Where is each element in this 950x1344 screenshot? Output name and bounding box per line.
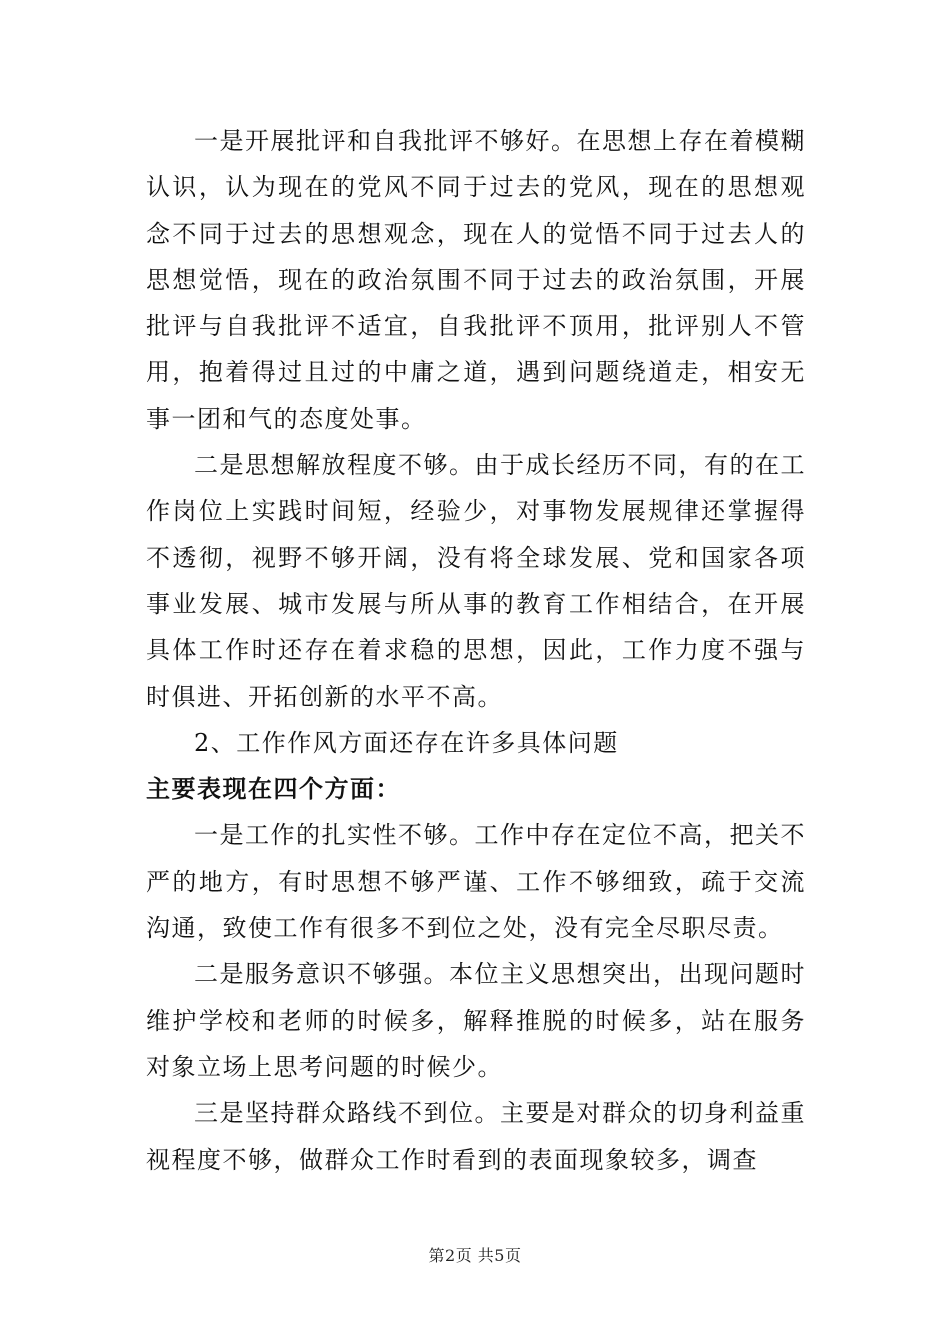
paragraph-thought-liberation: 二是思想解放程度不够。由于成长经历不同，有的在工作岗位上实践时间短，经验少，对事物发展规律还掌握得不透彻，视野不够开阔，没有将全球发展、党和国家各项事业发展、城市发展与所从事的教育工作相结合，在开展具体工作时还存在着求稳的思想，因此，工作力度不强与时俱进、开拓创新的水平不高。 <box>146 451 806 711</box>
paragraph-criticism: 一是开展批评和自我批评不够好。在思想上存在着模糊认识，认为现在的党风不同于过去的党风，现在的思想观念不同于过去的思想观念，现在人的觉悟不同于过去人的思想觉悟，现在的政治氛围不同于过去的政治氛围，开展批评与自我批评不适宜，自我批评不顶用，批评别人不管用，抱着得过且过的中庸之道，遇到问题绕道走，相安无事一团和气的态度处事。 <box>146 127 806 433</box>
paragraph-solidity: 一是工作的扎实性不够。工作中存在定位不高，把关不严的地方，有时思想不够严谨、工作不够细致，疏于交流沟通，致使工作有很多不到位之处，没有完全尽职尽责。 <box>146 821 806 943</box>
page-footer: 第2页 共5页 <box>428 1246 522 1265</box>
paragraph-mass-line: 三是坚持群众路线不到位。主要是对群众的切身利益重视程度不够，做群众工作时看到的表面现象较多，调查 <box>146 1099 806 1174</box>
document-body <box>146 118 806 1183</box>
section-heading-work-style: 2、工作作风方面还存在许多具体问题 <box>194 728 619 757</box>
paragraph-service-awareness: 二是服务意识不够强。本位主义思想突出，出现问题时维护学校和老师的时候多，解释推脱的时候多，站在服务对象立场上思考问题的时候少。 <box>146 960 806 1081</box>
bold-heading-four-aspects: 主要表现在四个方面： <box>146 775 401 804</box>
